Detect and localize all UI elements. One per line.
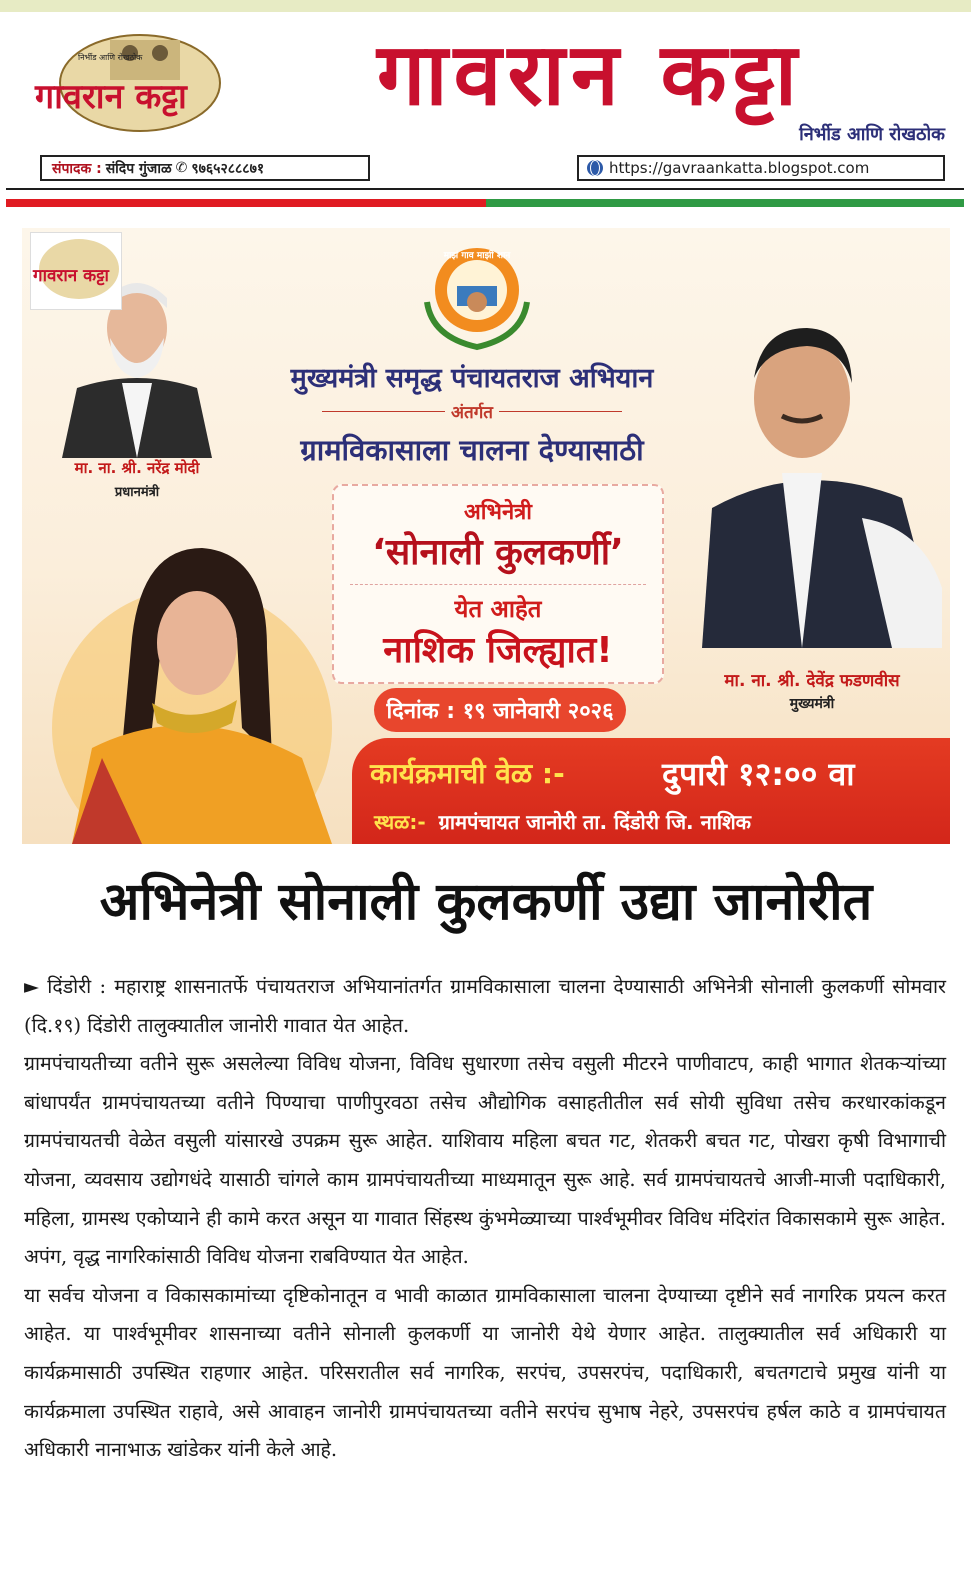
url-box[interactable] <box>577 155 945 181</box>
time-value: दुपारी १२:०० वा <box>662 755 855 793</box>
district-text: नाशिक जिल्ह्यात! <box>383 630 613 671</box>
masthead-logo-tagline: निर्भीड आणि रोखठोक <box>78 53 143 62</box>
editor-phone: ९७६५२८८८७१ <box>191 160 265 177</box>
article-paragraph: ► दिंडोरी : महाराष्ट्र शासनातर्फे पंचायतराज अभियानांतर्गत ग्रामविकासाला चालना देण्यासाठी अभिनेत्री सोनाली कुलकर्णी सोमवार (दि.१९) दिंडोरी तालुक्यातील जानोरी गावात येत आहेत. <box>24 975 946 1037</box>
abhiyan-emblem <box>407 242 547 352</box>
article-paragraph: या सर्वच योजना व विकासकामांच्या दृष्टिकोनातून व भावी काळात ग्रामविकासाला चालना देण्याच्या दृष्टीने सर्व नागरिक प्रयत्न करत आहेत. या पार्श्वभूमीवर शासनाच्या वतीने सोनाली कुलकर्णी या जानोरी येथे येणार आहेत. तालुक्यातील सर्व अधिकारी या कार्यक्रमासाठी उपस्थित राहणार आहेत. परिसरातील सर्व नागरिक, सरपंच, उपसरपंच, पदाधिकारी, बचतगटाचे प्रमुख यांनी या कार्यक्रमाला उपस्थित राहावे, असे आवाहन जानोरी ग्रामपंचायतच्या वतीने सरपंच सुभाष नेहरे, उपसरपंच हर्षल काठे व ग्रामपंचायत अधिकारी नानाभाऊ खांडेकर यांनी केले आहे. <box>24 1283 946 1462</box>
masthead-logo-text: गावरान कट्टा <box>35 77 187 117</box>
emblem-text: माझं गाव माझी शान <box>443 251 511 261</box>
poster-logo-text: गावरान कट्टा <box>33 266 109 286</box>
venue-row <box>374 808 751 835</box>
cm-name: मा. ना. श्री. देवेंद्र फडणवीस <box>724 671 900 691</box>
cm-role: मुख्यमंत्री <box>789 696 835 712</box>
time-label: कार्यक्रमाची वेळ :- <box>370 757 565 790</box>
masthead-title: गावरान कट्टा <box>376 24 803 125</box>
time-band <box>352 738 950 844</box>
site-url[interactable]: https://gavraankatta.blogspot.com <box>609 159 870 177</box>
top-strip <box>0 0 971 12</box>
phone-icon: ✆ <box>175 160 188 176</box>
globe-icon <box>587 160 603 176</box>
poster-corner-logo <box>30 232 122 310</box>
coming-text: येत आहेत <box>454 595 542 623</box>
article-body <box>24 968 946 1470</box>
actress-name: ‘सोनाली कुलकर्णी’ <box>372 532 624 573</box>
event-poster <box>22 228 950 844</box>
actress-photo <box>42 528 342 844</box>
tricolor-bar <box>6 199 964 207</box>
editor-name: संदिप गुंजाळ <box>105 160 172 177</box>
poster-title-2: ग्रामविकासाला चालना देण्यासाठी <box>300 433 644 467</box>
event-date: दिनांक : १९ जानेवारी २०२६ <box>374 688 626 732</box>
editor-label: संपादक : <box>52 160 102 177</box>
masthead-tagline: निर्भीड आणि रोखठोक <box>799 124 945 145</box>
masthead-logo <box>30 28 225 140</box>
poster-subtitle-row <box>322 400 622 422</box>
pm-name: मा. ना. श्री. नरेंद्र मोदी <box>74 459 200 477</box>
cm-photo <box>672 288 950 648</box>
article-headline: अभिनेत्री सोनाली कुलकर्णी उद्या जानोरीत <box>99 872 873 932</box>
actress-label: अभिनेत्री <box>463 500 533 525</box>
article-paragraph: ग्रामपंचायतीच्या वतीने सुरू असलेल्या विविध योजना, विविध सुधारणा तसेच वसुली मीटरने पाणीवाटप, काही भागात शेतकऱ्यांच्या बांधापर्यंत ग्रामपंचायतच्या वतीने पिण्याचा पाणीपुरवठा तसेच औद्योगिक वसाहतीतील सर्व सोयी सुविधा तसेच करधारकांकडून ग्रामपंचायतची वेळेत वसुली यांसारखे उपक्रम सुरू आहेत. याशिवाय महिला बचत गट, शेतकरी बचत गट, पोखरा कृषी विभागाची योजना, व्यवसाय उद्योगधंदे यासाठी चांगले काम ग्रामपंचायतीच्या माध्यमातून सुरू आहे. सर्व ग्रामपंचायतचे आजी-माजी पदाधिकारी, महिला, ग्रामस्थ एकोप्याने ही कामे करत असून या गावात सिंहस्थ कुंभमेळ्याच्या पार्श्वभूमीवर विविध मंदिरांत विकासकामे सुरू आहेत. अपंग, वृद्ध नागरिकांसाठी विविध योजना राबविण्यात येत आहेत. <box>24 1052 946 1269</box>
poster-subtitle: अंतर्गत <box>451 402 493 423</box>
poster-title: मुख्यमंत्री समृद्ध पंचायतराज अभियान <box>290 363 654 394</box>
pm-role: प्रधानमंत्री <box>114 485 160 500</box>
venue-label: स्थळ:- <box>374 810 426 834</box>
actress-box <box>332 484 664 684</box>
venue-text: ग्रामपंचायत जानोरी ता. दिंडोरी जि. नाशिक <box>438 810 752 834</box>
editor-box <box>40 155 370 181</box>
masthead-rule <box>6 188 964 190</box>
